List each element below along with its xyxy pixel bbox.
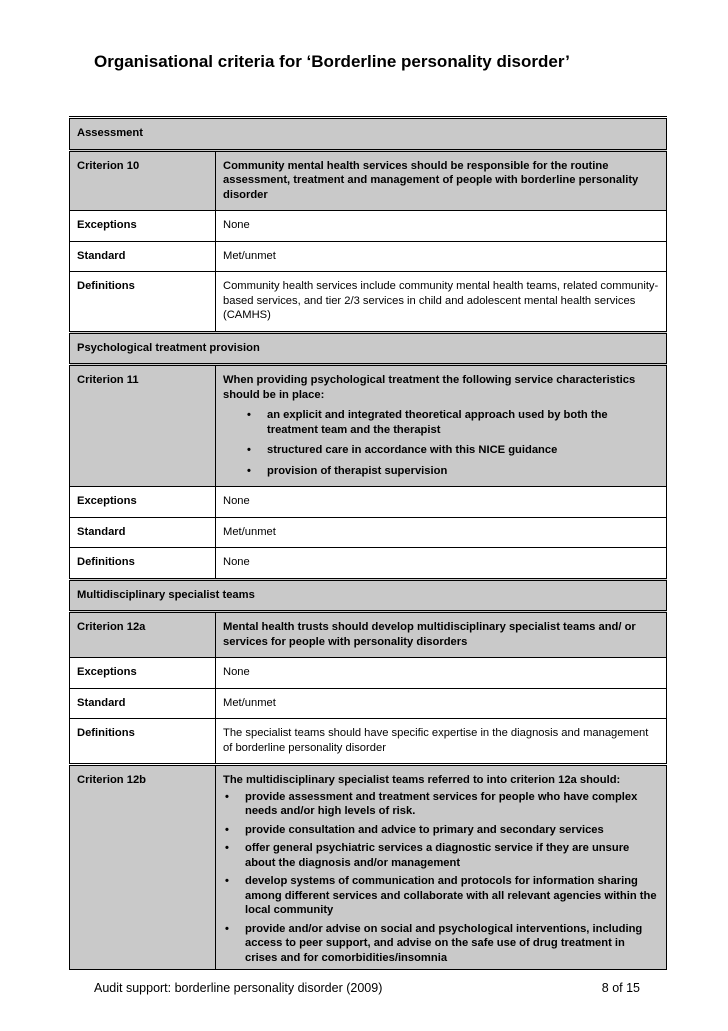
section-header-row (70, 332, 667, 365)
standard-row (70, 688, 667, 719)
list-item (223, 823, 660, 838)
exceptions-value: None (216, 487, 667, 518)
definitions-value: The specialist teams should have specific expertise in the diagnosis and management of borderline personality disorder (216, 719, 667, 765)
criterion-text: Community mental health services should be responsible for the routine assessment, treatment and management of people with borderline personality disorder (216, 150, 667, 211)
exceptions-label: Exceptions (70, 487, 216, 518)
section-header-row (70, 579, 667, 612)
list-item (223, 841, 660, 870)
definitions-label: Definitions (70, 548, 216, 580)
section-header: Assessment (70, 118, 667, 151)
criterion-row (70, 765, 667, 970)
footer-text: Audit support: borderline personality disorder (2009) (94, 981, 383, 995)
definitions-value: Community health services include community mental health teams, related community-based services, and tier 2/3 services in child and adolescent mental health services (CAMHS) (216, 272, 667, 333)
list-item (223, 464, 660, 479)
list-item-text: offer general psychiatric services a diagnostic service if they are unsure about the diagnosis and/or management (245, 842, 630, 869)
criterion-row (70, 612, 667, 658)
bullet-icon: • (247, 464, 251, 477)
bullet-icon: • (225, 922, 229, 935)
definitions-row (70, 548, 667, 580)
standard-label: Standard (70, 688, 216, 719)
criterion-bullet-list (223, 408, 660, 478)
criterion-label: Criterion 12a (70, 612, 216, 658)
page-title: Organisational criteria for ‘Borderline personality disorder’ (94, 52, 570, 71)
list-item-text: an explicit and integrated theoretical approach used by both the treatment team and the therapist (267, 409, 608, 436)
criterion-row (70, 150, 667, 211)
exceptions-value: None (216, 211, 667, 242)
criterion-bullet-list (223, 790, 660, 966)
criterion-text: When providing psychological treatment the following service characteristics should be in place: (223, 374, 636, 401)
list-item (223, 922, 660, 966)
list-item (223, 874, 660, 918)
criterion-cell (216, 365, 667, 487)
exceptions-label: Exceptions (70, 658, 216, 689)
standard-label: Standard (70, 241, 216, 272)
list-item-text: provide and/or advise on social and psychological interventions, including access to peer support, and advise on the safe use of drug treatment in crises and for comorbidities/insomnia (245, 922, 643, 964)
criterion-text: The multidisciplinary specialist teams referred to into criterion 12a should: (223, 774, 621, 786)
criterion-text: Mental health trusts should develop multidisciplinary specialist teams and/ or services for people with personality disorders (216, 612, 667, 658)
bullet-icon: • (225, 875, 229, 887)
section-header: Psychological treatment provision (70, 332, 667, 365)
list-item (223, 443, 660, 458)
criterion-cell (216, 765, 667, 970)
page-footer (94, 981, 640, 995)
bullet-icon: • (247, 409, 251, 421)
standard-value: Met/unmet (216, 688, 667, 719)
criterion-label: Criterion 11 (70, 365, 216, 487)
list-item-text: develop systems of communication and protocols for information sharing among different services and collaborate with all relevant agencies within the local community (245, 875, 657, 916)
section-header-row (70, 118, 667, 151)
criterion-label: Criterion 10 (70, 150, 216, 211)
bullet-icon: • (225, 790, 229, 803)
exceptions-row (70, 211, 667, 242)
definitions-label: Definitions (70, 272, 216, 333)
standard-value: Met/unmet (216, 241, 667, 272)
criterion-label: Criterion 12b (70, 765, 216, 970)
list-item-text: provide consultation and advice to primary and secondary services (245, 823, 604, 836)
exceptions-row (70, 658, 667, 689)
definitions-row (70, 272, 667, 333)
criterion-row (70, 365, 667, 487)
exceptions-label: Exceptions (70, 211, 216, 242)
section-header: Multidisciplinary specialist teams (70, 579, 667, 612)
definitions-value: None (216, 548, 667, 580)
standard-label: Standard (70, 517, 216, 548)
list-item (223, 408, 660, 437)
exceptions-row (70, 487, 667, 518)
bullet-icon: • (225, 823, 229, 836)
bullet-icon: • (225, 842, 229, 854)
assessment-table (69, 116, 667, 970)
standard-row (70, 241, 667, 272)
definitions-row (70, 719, 667, 765)
standard-value: Met/unmet (216, 517, 667, 548)
page-number: 8 of 15 (601, 981, 640, 995)
definitions-label: Definitions (70, 719, 216, 765)
list-item-text: provide assessment and treatment services for people who have complex needs and/or high levels of risk. (245, 790, 638, 817)
bullet-icon: • (247, 444, 251, 456)
list-item-text: provision of therapist supervision (267, 464, 448, 477)
standard-row (70, 517, 667, 548)
list-item (223, 790, 660, 819)
list-item-text: structured care in accordance with this NICE guidance (267, 444, 558, 456)
exceptions-value: None (216, 658, 667, 689)
